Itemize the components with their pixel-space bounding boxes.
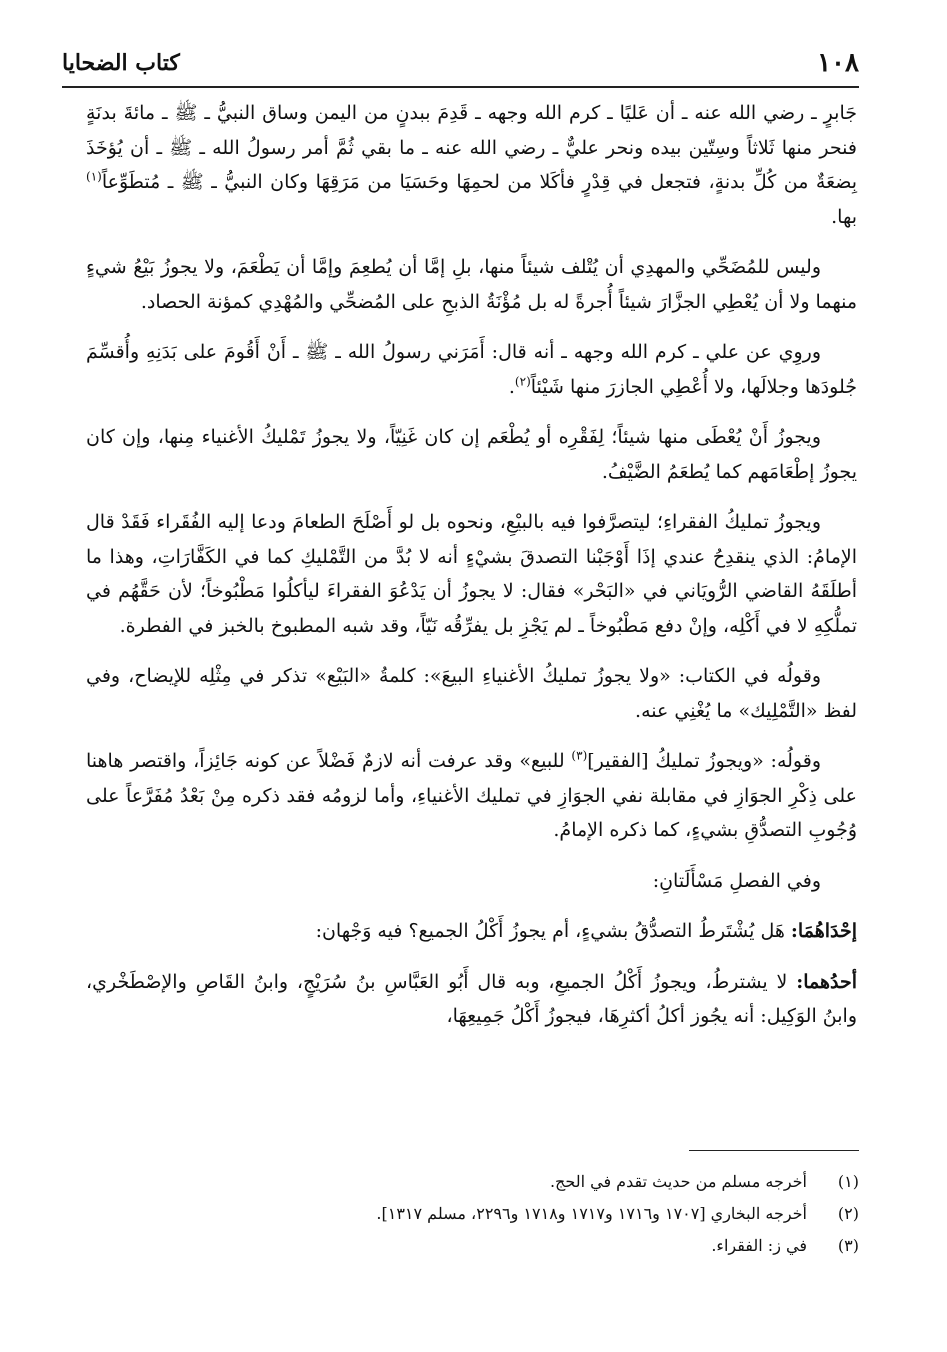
paragraph: وفي الفصلِ مَسْأَلَتانِ: (652, 869, 821, 892)
paragraph: وقولُه في الكتاب: «ولا يجوزُ تمليكُ الأغنياءِ البيعَ»: كلمةُ «البَيْع» تذكر في مِثْلِه للإيضاح، وفي لفظ «التَّمْلِيك» ما يُغْنِي عنه. (86, 665, 857, 722)
footnote-number: (٣) (837, 1236, 859, 1255)
paragraph: ويجوزُ أَنْ يُعْطَى منها شيئاً؛ لِفَقْرِه أو يُطْعَم إن كان غَنِيّاً، ولا يجوزُ تَمْليكُ الأغنياء مِنها، وإن كان يجوزُ إطْعَامَهم كما يُطعَمُ الضَّيْفُ. (86, 426, 857, 483)
page-number: ١٠٨ (817, 48, 859, 78)
footnote (88, 1198, 859, 1230)
footnote-text: أخرجه مسلم من حديث تقدم في الحج. (549, 1172, 807, 1191)
footnote-ref[interactable]: (١) (86, 169, 102, 184)
page-header (62, 40, 859, 88)
footnote-text: في ز: الفقراء. (711, 1236, 807, 1255)
footnote-number: (١) (837, 1172, 859, 1191)
paragraph-label: إحْدَاهُمَا: (790, 920, 857, 942)
paragraph: جَابرٍ ـ رضي الله عنه ـ أن عَليًا ـ كرم الله وجهه ـ قَدِمَ ببدنٍ من اليمن وساق النبيُّ ـ ﷺ ـ مائةَ بدنَةٍ فنحر منها ثَلاثاً وسِتّين بيده ونحر عليٌّ ـ رضي الله عنه ـ ما بقي ثُمَّ أمر رسولُ الله ـ ﷺ ـ أن يُؤخَذَ بِضعَةٌ من كُلِّ بدنةٍ، فتجعل في قِدْرٍ فأكَلا من لحمِهَا وحَسَيَا من مَرَقِهَا وكان النبيُّ ـ ﷺ ـ مُتطَوِّعاً$^{(١)}$ بها. (86, 102, 857, 228)
footnote-divider (689, 1150, 859, 1151)
footnotes (88, 1166, 859, 1262)
footnote-number: (٢) (837, 1204, 859, 1223)
paragraph-label: أحدُهما: (796, 970, 857, 993)
footnote-ref[interactable]: (٢) (514, 374, 531, 389)
book-title: كتاب الضحايا (62, 50, 180, 76)
footnote-text: أخرجه البخاري [١٧٠٧ و١٧١٦ و١٧١٧ و١٧١٨ و٢٢٩٦، مسلم ١٣١٧]. (376, 1204, 807, 1223)
paragraph: ويجوزُ تمليكُ الفقراءِ؛ ليتصرَّفوا فيه بالبيْعِ، ونحوه بل لو أَصْلَحَ الطعامَ ودعا إليه الفُقَراء فَقَدْ قال الإمامُ: الذي ينقدِحُ عندي إذَا أَوْجَبْنا التصدقَ بشيْءٍ أنه لا بُدَّ من التَّمْليكِ كما في الكَفَّارَاتِ، وهذا ما أطلَقَهُ القاضي الرُّويَاني في «البَحْر» فقال: لا يجوزُ أن يَدْعُوَ الفقراءَ ليأكلُوا مَطْبُوخاً؛ لأن حَقَّهُم في تملُّكِهِ لا في أَكْلِه، وإنْ دفع مَطْبُوخاً ـ لم يَجْزِ بل يفرِّقُه نَيّاً، وقد شبه المطبوخ بالخبز في الفطرة. (86, 511, 857, 637)
paragraph: وروِي عن علي ـ كرم الله وجهه ـ أنه قال: أَمَرَني رسولُ الله ـ ﷺ ـ أَنْ أَقُومَ على بَدَنِهِ وأُقسِّمَ جُلودَها وجلالَها، ولا أُعْطِي الجازرَ منها شَيْئاً$^{(٢)}$. (86, 341, 857, 398)
paragraph: وليس للمُضَحِّي والمهدِي أن يُتْلف شيئاً منها، بلِ إمَّا أن يُطعِمَ وإمَّا أن يَطْعَمَ، ولا يجوزُ بَيْعُ شيءٍ منهما ولا أن يُعْطِي الجزَّارَ شيئاً أُجرةً له بل مُؤْنَةُ الذبحِ على المُضحِّي والمُهْدِي كمؤنة الحصاد. (86, 256, 857, 313)
footnote (88, 1230, 859, 1262)
paragraph: وقولُه: «ويجوزُ تمليكُ [الفقير]$^{(٣)}$ للبيع» وقد عرفت أنه لازمٌ فَضْلاً عن كونه جَائِزاً، واقتصر هاهنا على ذِكْرِ الجوَازِ في مقابلة نفي الجوَازِ في تمليك الأغنياءِ، وأما لزومُه فقد ذكره مِنْ بَعْدُ مُفَرَّعاً على وُجُوبِ التصدُّقِ بشيءٍ، كما ذكره الإمامُ. (86, 748, 857, 841)
paragraph: أحدُهما: لا يشترطُ، ويجوزُ أَكْلُ الجميعِ، وبه قال أَبُو العَبَّاسِ بنُ سُرَيْجٍ، وابنُ القَاصِ والإصْطَخْري، وابنُ الوَكِيل: أنه يجُوز أكلُ أكثرِهَا، فيجوزُ أَكْلُ جَمِيعِهَا، (86, 970, 857, 1027)
main-text (86, 96, 857, 1050)
footnote-ref[interactable]: (٣) (571, 748, 588, 763)
paragraph: إحْدَاهُمَا: هَل يُشْتَرطُ التصدُّقُ بشيءٍ، أم يجوزُ أَكْلُ الجميع؟ فيه وَجْهان: (315, 920, 857, 942)
footnote (88, 1166, 859, 1198)
